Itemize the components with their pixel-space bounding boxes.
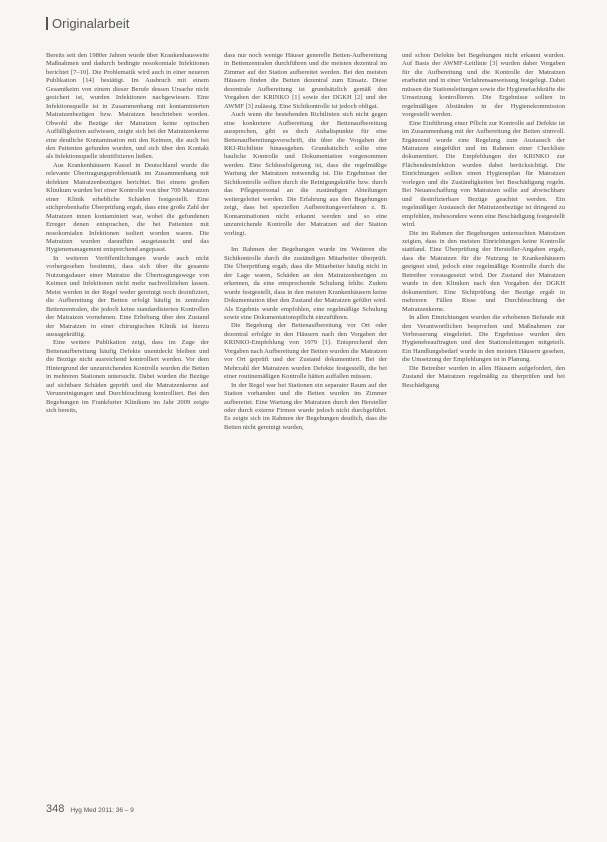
running-header <box>46 16 129 31</box>
journal-citation: Hyg Med 2011; 36 – 9 <box>70 807 134 814</box>
paragraph: Die Betreiber wurden in allen Häusern aufgefordert, den Zustand der Matratzen regelmäßig zu überprüfen und bei Beschädigung <box>402 364 565 389</box>
paragraph: dass nur noch wenige Häuser generelle Betten-Aufbereitung in Bettenzentralen durchführen und die meisten dezentral im Zimmer auf der Station aufbereitet werden. Bei den meisten Häusern finden die Betten dezentral zum Einsatz. Diese dezentrale Aufbereitung ist grundsätzlich gemäß den Vorgaben der KRINKO [1] sowie der DGKH [2] und der AWMF [3] zulässig. Eine Sichtkontrolle ist jedoch obligat. <box>224 52 387 110</box>
paragraph: Bereits seit den 1980er Jahren wurde über Krankenhausweite Maßnahmen und dadurch bedingte nosokomiale Infektionen berichtet [7–10]. Die Problematik wird auch in einer neueren Publikation [14] bestätigt. Im Ausbruch mit einem Gesamtkeim von einem dieser Berufe dessen Ursache nicht gesichert ist, wurden Infektionen nachgewiesen. Eine Infektionsquelle ist in Zusammenhang mit kontaminierten Matratzenbezügen bzw. Matratzen beschrieben worden. Obwohl die Bezüge der Matratzen keine optischen Auffälligkeiten aufwiesen, zeigte sich bei der Matratzenkerne eine deutliche Kontamination mit den Keimen, die auch bei den Patienten gefunden wurden, und sich über den Kontakt als Infektionsquelle identifizieren ließen. <box>46 52 209 161</box>
text-column-3 <box>402 52 565 782</box>
header-rule <box>46 17 48 30</box>
paragraph: Aus Krankenhäusern Kassel in Deutschland wurde die relevante Übertragungsproblematik im Zusammenhang mit defekten Matratzenbezügen berichtet. Bei einem großen Klinikum wurden bei einer Kontrolle von über 700 Matratzen einer Klinik erhebliche Schäden festgestellt. Eine stichprobenhafte Überprüfung ergab, dass eine große Zahl der Matratzen innen kontaminiert war, wobei die gefundenen Erreger denen entsprachen, die bei Patienten mit nosokomialen Infektionen isoliert worden waren. Die Matratzen wurden daraufhin ausgetauscht und das Hygienemanagement entsprechend angepasst. <box>46 161 209 254</box>
paragraph: In der Regel war bei Stationen ein separater Raum auf der Station vorhanden und die Betten wurden im Zimmer aufbereitet. Eine Wartung der Matratzen durch den Hersteller oder durch externe Firmen wurde jedoch nicht durchgeführt. Es zeigte sich im Rahmen der Begehungen deutlich, dass die Betten nicht gereinigt wurden, <box>224 381 387 431</box>
article-body <box>46 52 566 782</box>
paragraph: Die Begehung der Bettenaufbereitung vor Ort oder dezentral erfolgte in den Häusern nach den Vorgaben der KRINKO-Empfehlung von 1979 [1]. Entsprechend den Vorgaben nach Aufbereitung der Betten wurden die Matratzen vor Ort geprüft und der Zustand dokumentiert. Bei der Mehrzahl der Matratzen wurden Defekte festgestellt, die bei einer routinemäßigen Kontrolle hätten auffallen müssen. <box>224 322 387 381</box>
paragraph: In weiteren Veröffentlichungen wurde auch nicht vorhergesehen bestimmt, dass sich über die gesamte Nutzungsdauer einer Matratze die Übertragungswege von Keimen und Infektionen nicht mehr nachvollziehen lassen. Meist werden in der Regel weder gereinigt noch desinfiziert, die Aufbereitung der Betten erfolgt häufig in zentralen Bettenzentralen, die jedoch keine standardisierten Kontrollen der Matratzen vornehmen. Eine Erhebung über den Zustand der Matratzen in einer chirurgischen Klinik ist hierzu aussagekräftig. <box>46 254 209 338</box>
paragraph: Die im Rahmen der Begehungen untersuchten Matratzen zeigten, dass in den meisten Einrichtungen keine Kontrolle stattfand. Eine Überprüfung der Hersteller-Angaben ergab, dass die Matratzen für die Nutzung in Krankenhäusern geeignet sind, jedoch eine regelmäßige Kontrolle durch die Betreiber vorausgesetzt wird. Der Zustand der Matratzen wurde in den Kliniken nach den Vorgaben der DGKH dokumentiert. Eine Sichtprüfung der Bezüge ergab in mehreren Fällen Risse und Durchfeuchtung der Matratzenkerne. <box>402 229 565 313</box>
paragraph: Eine Einführung einer Pflicht zur Kontrolle auf Defekte ist im Zusammenhang mit der Aufbereitung der Betten sinnvoll. Ergänzend wurde eine Regelung zum Austausch der Matratzen eingeführt und im Rahmen einer Checkliste dokumentiert. Die Empfehlungen der KRINKO zur Flächendesinfektion wurden dabei berücksichtigt. Die Einrichtungen sollten einen Hygieneplan für Matratzen vorlegen und die Zuständigkeiten bei Beschädigung regeln. Bei Neuanschaffung von Matratzen sollte auf abwischbare und desinfizierbare Bezüge geachtet werden. Ein regelmäßiger Austausch der Matratzenbezüge ist dringend zu empfehlen, insbesondere wenn eine Beschädigung festgestellt wird. <box>402 119 565 229</box>
paragraph: In allen Einrichtungen wurden die erhobenen Befunde mit den Verantwortlichen besprochen und Maßnahmen zur Verbesserung eingeleitet. Die Ergebnisse wurden den Hygienebeauftragten und den Stationsleitungen mitgeteilt. Ein Handlungsbedarf wurde in den meisten Häusern gesehen, die Umsetzung der Empfehlungen ist in Planung. <box>402 314 565 364</box>
paragraph: und schon Defekte bei Begehungen nicht erkannt wurden. Auf Basis der AWMF-Leitlinie [3] wurden daher Vorgaben für die Aufbereitung und die Kontrolle der Matratzen erarbeitet und in einer Verfahrensanweisung festgelegt. Dabei müssen die Stationsleitungen sowie die Hygienefachkräfte die Umsetzung kontrollieren. Die Ergebnisse sollten in regelmäßigen Abständen in der Hygienekommission vorgestellt werden. <box>402 52 565 119</box>
text-column-2 <box>224 52 387 782</box>
page-footer <box>46 803 134 815</box>
paragraph: Eine weitere Publikation zeigt, dass im Zuge der Bettenaufbereitung häufig Defekte unentdeckt bleiben und die Bezüge nicht ausreichend kontrolliert werden. Vor dem Hintergrund der unzureichenden Kontrolle wurden die Betten in mehreren Stationen untersucht. Dabei wurden die Bezüge auf sichtbare Schäden geprüft und die Matratzenkerne auf Verunreinigungen und Durchfeuchtung kontrolliert. Bei den Begehungen im Frankfurter Klinikum im Jahr 2009 zeigte sich bereits, <box>46 339 209 415</box>
section-title: Originalarbeit <box>52 16 130 31</box>
paragraph: Auch wenn die bestehenden Richtlinien sich nicht gegen eine konkretere Aufbereitung der Bettenaufbereitung aussprechen, gibt es doch Anhaltspunkte für eine Bettenaufbereitungsvorschrift, die über die Vorgaben der RKI-Richtlinie hinausgehen. Grundsätzlich sollte eine bauliche Kontrolle und Dokumentation vorgenommen werden. Eine Schlussfolgerung ist, dass die regelmäßige Wartung der Matratzen notwendig ist. Die Ergebnisse der Sichtkontrolle sollten durch die Reinigungskräfte bzw. durch das Pflegepersonal an die zuständigen Abteilungen weitergeleitet werden. Die Erfahrung aus den Begehungen zeigt, dass bei speziellen Aufbereitungsverfahren z. B. Kontaminationen nicht erkannt werden und so eine unzureichende Kontrolle der Matratzen auf der Station vorliegt. <box>224 111 387 237</box>
page-number: 348 <box>46 803 65 815</box>
paragraph: Im Rahmen der Begehungen wurde im Weiteren die Sichtkontrolle durch die zuständigen Mitarbeiter überprüft. Die Überprüfung ergab, dass die Mitarbeiter häufig nicht in der Lage waren, Schäden an den Matratzenbezügen zu erkennen, da eine entsprechende Schulung fehlte. Zudem wurde festgestellt, dass in den meisten Krankenhäusern keine Dokumentation über den Zustand der Matratzen geführt wird. Als Ergebnis wurde empfohlen, eine regelmäßige Schulung sowie eine Dokumentationspflicht einzuführen. <box>224 246 387 322</box>
text-column-1 <box>46 52 209 782</box>
